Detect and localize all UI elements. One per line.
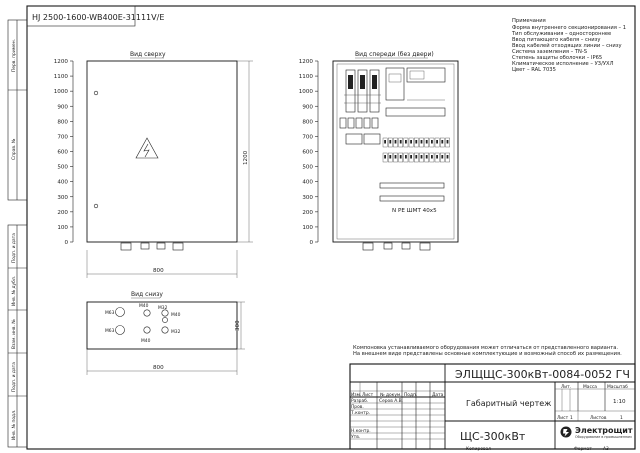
author-name: Серов А.В. <box>379 399 404 404</box>
notes-block <box>511 18 626 73</box>
control-device <box>372 118 378 128</box>
front-gland <box>141 243 149 249</box>
side-stamp-column <box>8 20 27 447</box>
energy-meter <box>386 68 404 100</box>
control-device <box>348 118 354 128</box>
stamp-label-1: Справ. № <box>12 138 17 160</box>
company-logo <box>561 426 633 439</box>
front-lock-top <box>94 91 98 95</box>
role-label: Пров. <box>351 405 364 410</box>
bottom-depth-dim: 300 <box>235 320 241 331</box>
contactor <box>364 134 380 144</box>
mass-label: Масса <box>583 385 597 390</box>
scale-tick-label: 1200 <box>298 59 313 65</box>
bottom-width-dim: 800 <box>153 365 164 371</box>
stamp-label-0: Перв. примен. <box>12 39 17 72</box>
title-block <box>350 364 635 452</box>
scale-tick-label: 100 <box>302 224 313 231</box>
busbar-label: N PE ШМТ 40х5 <box>392 208 437 214</box>
gland-hole <box>162 327 168 333</box>
gland-label: М63 <box>105 311 115 316</box>
scale-tick-label: 300 <box>57 194 68 201</box>
front-view <box>54 51 253 278</box>
disclaimer-line-1: Компоновка устанавливаемого оборудования может отличаться от представленного варианта. <box>353 345 619 351</box>
control-device <box>364 118 370 128</box>
scale-tick-label: 100 <box>57 224 68 231</box>
role-label: Т.контр. <box>351 411 371 416</box>
scale-tick-label: 1200 <box>53 59 68 65</box>
note-line: Форма внутреннего секционирования – 1 <box>512 25 627 31</box>
scale-tick-label: 1000 <box>298 89 313 96</box>
modular-breaker-row-1 <box>383 138 450 147</box>
front-view-title: Вид сверху <box>130 51 166 58</box>
copied-label: Копировал <box>466 447 492 452</box>
front-gland <box>157 243 165 249</box>
role-label: Разраб. <box>351 399 369 404</box>
contactor <box>346 134 362 144</box>
inside-gland <box>402 243 410 249</box>
note-line: Климатическое исполнение – У3/УХЛ <box>512 61 614 67</box>
front-gland <box>121 243 131 250</box>
inside-height-scale <box>299 59 318 246</box>
scale-tick-label: 900 <box>302 104 313 111</box>
rev-head: Лист <box>362 393 374 398</box>
meter-window <box>407 68 445 82</box>
gland-hole <box>116 326 125 335</box>
gland-label: М40 <box>139 304 149 309</box>
inside-view <box>299 51 458 250</box>
stamp-label-5: Подп. и дата <box>12 362 17 392</box>
front-gland <box>173 243 183 250</box>
gland-hole <box>144 327 150 333</box>
scale-tick-label: 200 <box>57 209 68 216</box>
gland-label: М40 <box>171 313 181 318</box>
scale-label: Масштаб <box>607 385 628 390</box>
front-cabinet-outline <box>87 61 237 242</box>
gland-hole <box>144 310 150 316</box>
sheets-value: 1 <box>620 416 623 421</box>
product-name: ЩС-300кВт <box>460 430 526 443</box>
scale-tick-label: 400 <box>302 179 313 186</box>
gland-label: М32 <box>171 330 181 335</box>
stamp-label-2: Подп. и дата <box>12 233 17 263</box>
lit-label: Лит. <box>561 385 572 390</box>
rev-head: № докум. <box>380 393 402 398</box>
lightning-bolt-icon <box>144 144 149 157</box>
scale-tick-label: 1100 <box>53 74 68 81</box>
note-line: Цвет – RAL 7035 <box>512 67 556 73</box>
company-name: Электрощит <box>575 426 633 435</box>
scale-tick-label: 600 <box>57 149 68 156</box>
modular-breaker-row-2 <box>383 153 450 162</box>
scale-tick-label: 500 <box>302 164 313 171</box>
revision-table <box>350 382 445 449</box>
note-line: Ввод кабелей отходящих линии – снизу <box>512 43 622 49</box>
scale-tick-label: 900 <box>57 104 68 111</box>
gland-hole <box>162 317 167 322</box>
sheets-label: Листов <box>590 416 607 421</box>
scale-tick-label: 300 <box>302 194 313 201</box>
control-device <box>340 118 346 128</box>
scale-tick-label: 500 <box>57 164 68 171</box>
company-sub: Оборудование в промышленном <box>575 435 632 439</box>
drawing-name: Габаритный чертеж <box>466 399 552 408</box>
rev-head: Подп. <box>404 393 418 398</box>
scale-tick-label: 1000 <box>53 89 68 96</box>
gland-hole <box>116 308 125 317</box>
n-busbar <box>380 183 444 188</box>
inside-gland <box>363 243 373 250</box>
notes-title: Примечания <box>512 18 546 24</box>
stamp-label-4: Взам. инв. № <box>12 319 17 349</box>
inside-view-title: Вид спереди (без двери) <box>355 51 434 58</box>
scale-tick-label: 800 <box>57 119 68 126</box>
gland-label: М40 <box>141 339 151 344</box>
scale-tick-label: 800 <box>302 119 313 126</box>
rev-head: Изм. <box>351 393 362 398</box>
format-value: А3 <box>603 447 609 452</box>
note-line: Система заземления – TN-S <box>512 49 588 55</box>
gland-label: М32 <box>158 306 168 311</box>
note-line: Степень защиты оболочки – IP65 <box>512 55 603 61</box>
scale-tick-label: 0 <box>64 240 68 246</box>
note-line: Тип обслуживания – одностороннее <box>512 31 612 37</box>
role-label: Н.контр. <box>351 429 371 434</box>
scale-tick-label: 700 <box>302 134 313 141</box>
scale-tick-label: 200 <box>302 209 313 216</box>
scale-tick-label: 700 <box>57 134 68 141</box>
note-line: Ввод питающего кабеля – снизу <box>512 37 601 43</box>
high-voltage-warning-icon <box>136 138 158 158</box>
front-width-dim: 800 <box>153 268 164 274</box>
bottom-view-title: Вид снизу <box>131 291 163 298</box>
stamp-label-6: Инв. № подл. <box>12 409 17 440</box>
bottom-view <box>87 291 245 375</box>
rev-head: Дата <box>432 393 444 398</box>
gland-label: М63 <box>105 329 115 334</box>
control-device <box>356 118 362 128</box>
scale-tick-label: 600 <box>302 149 313 156</box>
front-height-scale <box>54 59 73 246</box>
sheet-label: Лист <box>557 416 569 421</box>
front-height-dim: 1200 <box>243 150 249 165</box>
front-lock-bottom <box>94 204 98 208</box>
din-rail-top <box>386 108 445 116</box>
scale-value: 1:10 <box>613 399 626 405</box>
disclaimer-line-2: На внешнем виде представлены основные комплектующие и возможный способ их размещения. <box>353 351 622 357</box>
sheet-value: 1 <box>570 416 573 421</box>
pe-busbar <box>380 196 444 201</box>
scale-tick-label: 1100 <box>298 74 313 81</box>
doc-code: HJ 2500-1600-WB400E-31111V/E <box>32 13 165 22</box>
drawing-code: ЭЛЩЩС-300кВт-0084-0052 ГЧ <box>455 368 630 381</box>
scale-tick-label: 0 <box>309 240 313 246</box>
stamp-label-3: Инв. № дубл. <box>12 275 17 306</box>
scale-tick-label: 400 <box>57 179 68 186</box>
role-label: Утв. <box>351 435 361 440</box>
inside-gland <box>384 243 392 249</box>
format-label: Формат <box>574 447 592 452</box>
inside-gland <box>420 243 430 250</box>
